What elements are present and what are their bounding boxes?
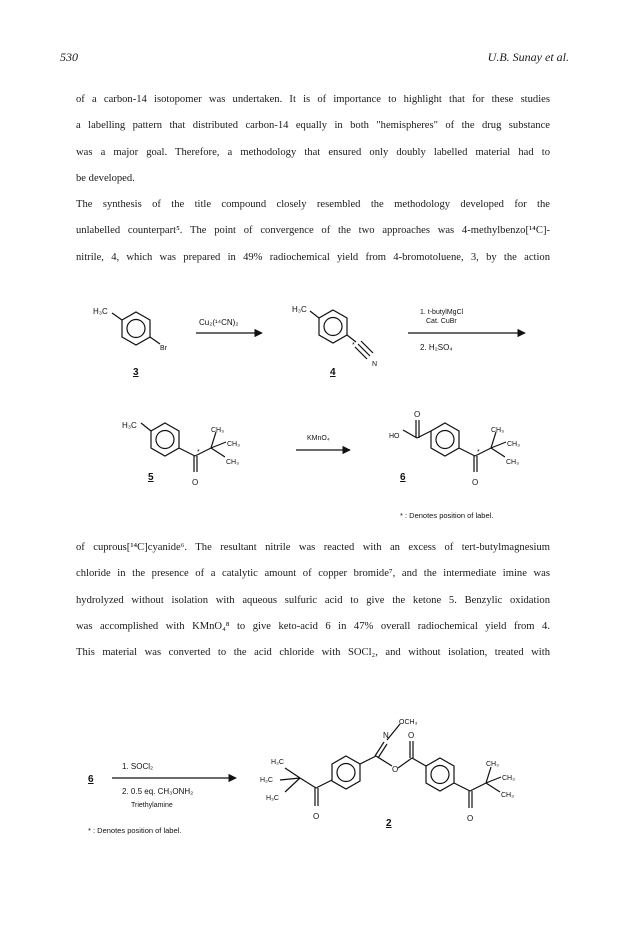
reagent-label: 1. SOCl₂	[122, 762, 154, 771]
compound-number-2: 2	[386, 818, 392, 829]
methyl-label: CH₃	[211, 427, 224, 434]
oxygen-label: O	[414, 410, 421, 419]
methyl-label: H₃C	[122, 421, 137, 430]
text-line: of cuprous[¹⁴C]cyanide⁶. The resultant nitrile was reacted with an excess of tert-butylmagnesium	[76, 542, 550, 553]
methyl-label: CH₃	[502, 775, 515, 782]
text-line: The synthesis of the title compound closely resembled the methodology developed for the	[76, 199, 550, 210]
reagent-label: 1. t-butylMgCl	[420, 309, 464, 316]
text-line: This material was converted to the acid chloride with SOCl₂, and without isolation, treated with	[76, 647, 550, 659]
text-line: was accomplished with KMnO₄⁸ to give keto-acid 6 in 47% overall radiochemical yield from 4.	[76, 620, 550, 632]
oxygen-label: O	[408, 731, 415, 740]
label-star: *	[352, 342, 355, 349]
methyl-label: H₃C	[292, 305, 307, 314]
reagent-label: KMnO₄	[307, 435, 330, 442]
compound-4-structure	[310, 310, 373, 359]
text-line: unlabelled counterpart⁵. The point of convergence of the two approaches was 4-methylbenzo[¹⁴C]-	[76, 225, 550, 237]
methyl-label: CH₃	[501, 792, 514, 799]
reagent-label: Cat. CuBr	[426, 318, 457, 325]
methyl-label: H₃C	[266, 795, 279, 802]
methyl-label: H₃C	[271, 759, 284, 766]
label-footnote: * : Denotes position of label.	[88, 826, 182, 835]
methyl-label: H₃C	[260, 777, 273, 784]
running-head: U.B. Sunay et al.	[487, 50, 569, 64]
methyl-label: CH₃	[486, 761, 499, 768]
oxygen-label: O	[467, 814, 474, 823]
reagent-label: 2. 0.5 eq. CH₃ONH₂	[122, 787, 194, 796]
methyl-label: CH₃	[227, 441, 240, 448]
text-line: a labelling pattern that distributed carbon-14 equally in both "hemispheres" of the drug substance	[76, 120, 550, 132]
methyl-label: CH₃	[506, 459, 519, 466]
bromo-label: Br	[160, 345, 167, 352]
nitrogen-label: N	[372, 361, 378, 368]
compound-number-6: 6	[400, 472, 406, 483]
label-star: *	[197, 449, 200, 456]
hydroxyl-label: HO	[389, 433, 400, 440]
methyl-label: H₃C	[93, 307, 108, 316]
oxygen-label: O	[392, 765, 399, 774]
reagent-label: Cu₂(¹⁴CN)₂	[199, 318, 239, 327]
text-line: hydrolyzed without isolation with aqueous sulfuric acid to give the ketone 5. Benzylic oxidation	[76, 594, 550, 606]
compound-number-5: 5	[148, 472, 154, 483]
methoxy-label: OCH₃	[399, 719, 418, 726]
text-line: be developed.	[76, 172, 135, 184]
compound-2-structure	[280, 724, 501, 808]
label-footnote: * : Denotes position of label.	[400, 511, 494, 520]
text-line: nitrile, 4, which was prepared in 49% radiochemical yield from 4-bromotoluene, 3, by the action	[76, 251, 550, 263]
text-line: of a carbon-14 isotopomer was undertaken. It is of importance to highlight that for these studies	[76, 94, 550, 105]
label-star: *	[477, 449, 480, 456]
nitrogen-label: N	[383, 731, 389, 740]
methyl-label: CH₃	[491, 427, 504, 434]
compound-3-structure	[112, 312, 160, 345]
text-line: was a major goal. Therefore, a methodology that ensured only doubly labelled material had to	[76, 146, 550, 158]
reagent-label: Triethylamine	[131, 802, 173, 809]
compound-number-4: 4	[330, 367, 336, 378]
compound-number-3: 3	[133, 367, 139, 378]
methyl-label: CH₃	[226, 459, 239, 466]
reagent-label: 2. H₂SO₄	[420, 343, 453, 352]
oxygen-label: O	[313, 812, 320, 821]
oxygen-label: O	[472, 478, 479, 487]
text-line: chloride in the presence of a catalytic amount of copper bromide⁷, and the intermediate imine was	[76, 568, 550, 580]
page-number: 530	[60, 50, 78, 64]
start-compound-6: 6	[88, 774, 94, 785]
oxygen-label: O	[192, 478, 199, 487]
methyl-label: CH₃	[507, 441, 520, 448]
